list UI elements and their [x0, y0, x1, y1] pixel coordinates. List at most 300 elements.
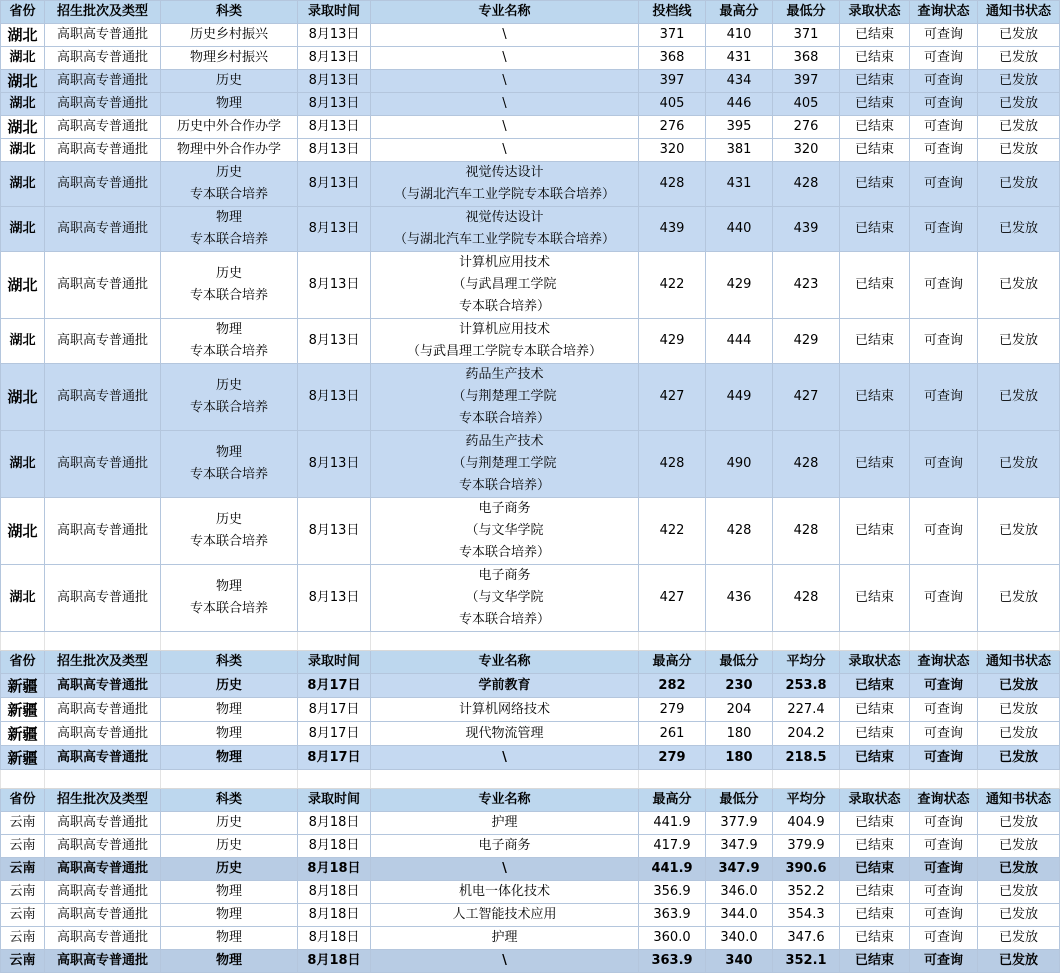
notice-status-cell: 已发放 — [978, 207, 1060, 252]
major-cell — [371, 565, 639, 632]
notice-status-cell: 已发放 — [978, 70, 1060, 93]
notice-status-cell: 已发放 — [978, 139, 1060, 162]
major-cell — [371, 207, 639, 252]
header-date: 录取时间 — [298, 1, 371, 24]
cell-line: 物理 — [215, 322, 242, 337]
major-cell — [371, 139, 639, 162]
date-cell: 8月13日 — [298, 24, 371, 47]
date-cell: 8月13日 — [298, 162, 371, 207]
province-cell: 新疆 — [1, 698, 45, 722]
batch-cell: 高职高专普通批 — [45, 47, 161, 70]
cell-line: 药品生产技术 — [465, 434, 544, 449]
subject-cell: 物理 — [161, 881, 298, 904]
score-2-cell: 440 — [706, 207, 773, 252]
province-cell: 云南 — [1, 950, 45, 973]
notice-status-cell: 已发放 — [978, 252, 1060, 319]
major-cell: 现代物流管理 — [371, 722, 639, 746]
table-row — [1, 93, 1060, 116]
major-cell — [371, 498, 639, 565]
score-1-cell: 363.9 — [639, 904, 706, 927]
notice-status-cell: 已发放 — [978, 24, 1060, 47]
score-1-cell: 428 — [639, 431, 706, 498]
table-row — [1, 364, 1060, 431]
table-row — [1, 116, 1060, 139]
table-row — [1, 139, 1060, 162]
header-subject: 科类 — [161, 789, 298, 812]
score-2-cell: 395 — [706, 116, 773, 139]
cell-line: （与文华学院 — [465, 590, 544, 605]
cell-line: \ — [502, 50, 507, 65]
subject-cell — [161, 565, 298, 632]
score-3-cell: 390.6 — [773, 858, 840, 881]
header-query-status: 查询状态 — [910, 651, 978, 674]
score-3-cell: 428 — [773, 162, 840, 207]
date-cell: 8月13日 — [298, 116, 371, 139]
table-row — [1, 950, 1060, 973]
major-cell: 电子商务 — [371, 835, 639, 858]
header-province: 省份 — [1, 789, 45, 812]
cell-line: 专本联合培养 — [189, 187, 268, 202]
batch-cell: 高职高专普通批 — [45, 139, 161, 162]
cell-line: （与湖北汽车工业学院专本联合培养） — [393, 187, 615, 202]
yunnan-header-row — [1, 789, 1060, 812]
date-cell: 8月13日 — [298, 93, 371, 116]
subject-cell: 物理 — [161, 722, 298, 746]
province-cell: 湖北 — [1, 162, 45, 207]
table-row — [1, 858, 1060, 881]
score-1-cell: 417.9 — [639, 835, 706, 858]
cell-line: 专本联合培养） — [458, 545, 550, 560]
table-row — [1, 722, 1060, 746]
table-row — [1, 904, 1060, 927]
admission-status-cell: 已结束 — [840, 858, 910, 881]
province-cell: 云南 — [1, 858, 45, 881]
cell-line: 计算机应用技术 — [458, 255, 550, 270]
subject-cell: 物理 — [161, 698, 298, 722]
date-cell: 8月13日 — [298, 565, 371, 632]
province-cell: 湖北 — [1, 93, 45, 116]
score-3-cell: 320 — [773, 139, 840, 162]
cell-line: 物理乡村振兴 — [189, 50, 268, 65]
date-cell: 8月18日 — [298, 881, 371, 904]
admission-status-cell: 已结束 — [840, 835, 910, 858]
date-cell: 8月18日 — [298, 927, 371, 950]
score-3-cell: 204.2 — [773, 722, 840, 746]
cell-line: 专本联合培养 — [189, 534, 268, 549]
score-2-cell: 347.9 — [706, 858, 773, 881]
date-cell: 8月18日 — [298, 858, 371, 881]
score-3-cell: 352.2 — [773, 881, 840, 904]
cell-line: 专本联合培养 — [189, 232, 268, 247]
province-cell: 湖北 — [1, 431, 45, 498]
major-cell — [371, 70, 639, 93]
admission-status-cell: 已结束 — [840, 431, 910, 498]
subject-cell — [161, 498, 298, 565]
query-status-cell: 可查询 — [910, 858, 978, 881]
score-3-cell: 404.9 — [773, 812, 840, 835]
date-cell: 8月13日 — [298, 498, 371, 565]
header-subject: 科类 — [161, 1, 298, 24]
batch-cell: 高职高专普通批 — [45, 858, 161, 881]
score-3-cell: 227.4 — [773, 698, 840, 722]
major-cell: \ — [371, 950, 639, 973]
score-2-cell: 431 — [706, 162, 773, 207]
cell-line: 专本联合培养 — [189, 601, 268, 616]
subject-cell — [161, 252, 298, 319]
query-status-cell: 可查询 — [910, 950, 978, 973]
batch-cell: 高职高专普通批 — [45, 746, 161, 770]
score-1-cell: 356.9 — [639, 881, 706, 904]
score-1-cell: 439 — [639, 207, 706, 252]
table-row — [1, 252, 1060, 319]
subject-cell — [161, 431, 298, 498]
province-cell: 新疆 — [1, 722, 45, 746]
province-cell: 云南 — [1, 812, 45, 835]
admission-status-cell: 已结束 — [840, 698, 910, 722]
score-3-cell: 423 — [773, 252, 840, 319]
notice-status-cell: 已发放 — [978, 93, 1060, 116]
xinjiang-header-row — [1, 651, 1060, 674]
date-cell: 8月17日 — [298, 746, 371, 770]
notice-status-cell: 已发放 — [978, 812, 1060, 835]
notice-status-cell: 已发放 — [978, 162, 1060, 207]
cell-line: \ — [502, 27, 507, 42]
score-3-cell: 405 — [773, 93, 840, 116]
spacer-row — [1, 632, 1060, 651]
table-row — [1, 498, 1060, 565]
notice-status-cell: 已发放 — [978, 746, 1060, 770]
score-2-cell: 444 — [706, 319, 773, 364]
major-cell — [371, 319, 639, 364]
query-status-cell: 可查询 — [910, 746, 978, 770]
header-score-3: 平均分 — [773, 789, 840, 812]
batch-cell: 高职高专普通批 — [45, 364, 161, 431]
table-row — [1, 565, 1060, 632]
table-row — [1, 812, 1060, 835]
cell-line: \ — [502, 142, 507, 157]
score-2-cell: 204 — [706, 698, 773, 722]
notice-status-cell: 已发放 — [978, 47, 1060, 70]
date-cell: 8月13日 — [298, 70, 371, 93]
cell-line: （与荆楚理工学院 — [452, 456, 557, 471]
score-1-cell: 422 — [639, 252, 706, 319]
score-2-cell: 344.0 — [706, 904, 773, 927]
major-cell: 护理 — [371, 927, 639, 950]
cell-line: 历史 — [215, 512, 242, 527]
score-1-cell: 320 — [639, 139, 706, 162]
notice-status-cell: 已发放 — [978, 835, 1060, 858]
cell-line: \ — [502, 96, 507, 111]
batch-cell: 高职高专普通批 — [45, 162, 161, 207]
admission-status-cell: 已结束 — [840, 139, 910, 162]
batch-cell: 高职高专普通批 — [45, 722, 161, 746]
score-2-cell: 346.0 — [706, 881, 773, 904]
batch-cell: 高职高专普通批 — [45, 881, 161, 904]
cell-line: 历史 — [215, 378, 242, 393]
query-status-cell: 可查询 — [910, 835, 978, 858]
score-1-cell: 279 — [639, 746, 706, 770]
cell-line: 专本联合培养 — [189, 288, 268, 303]
table-row — [1, 674, 1060, 698]
score-2-cell: 340.0 — [706, 927, 773, 950]
header-batch: 招生批次及类型 — [45, 789, 161, 812]
query-status-cell: 可查询 — [910, 722, 978, 746]
table-row — [1, 927, 1060, 950]
cell-line: 电子商务 — [478, 501, 531, 516]
cell-line: 药品生产技术 — [465, 367, 544, 382]
score-3-cell: 352.1 — [773, 950, 840, 973]
notice-status-cell: 已发放 — [978, 674, 1060, 698]
admission-status-cell: 已结束 — [840, 812, 910, 835]
score-3-cell: 218.5 — [773, 746, 840, 770]
date-cell: 8月18日 — [298, 835, 371, 858]
province-cell: 湖北 — [1, 47, 45, 70]
date-cell: 8月17日 — [298, 698, 371, 722]
query-status-cell: 可查询 — [910, 207, 978, 252]
score-2-cell: 431 — [706, 47, 773, 70]
major-cell: 计算机网络技术 — [371, 698, 639, 722]
cell-line: 视觉传达设计 — [465, 165, 544, 180]
header-notice-status: 通知书状态 — [978, 789, 1060, 812]
cell-line: 专本联合培养） — [458, 478, 550, 493]
province-cell: 湖北 — [1, 207, 45, 252]
admission-status-cell: 已结束 — [840, 70, 910, 93]
date-cell: 8月13日 — [298, 47, 371, 70]
table-row — [1, 431, 1060, 498]
header-score-2: 最高分 — [706, 1, 773, 24]
batch-cell: 高职高专普通批 — [45, 927, 161, 950]
cell-line: （与武昌理工学院 — [452, 277, 557, 292]
cell-line: 物理 — [215, 579, 242, 594]
cell-line: 物理中外合作办学 — [176, 142, 281, 157]
cell-line: 历史 — [215, 165, 242, 180]
subject-cell: 物理 — [161, 927, 298, 950]
major-cell — [371, 431, 639, 498]
major-cell — [371, 364, 639, 431]
major-cell — [371, 47, 639, 70]
score-1-cell: 422 — [639, 498, 706, 565]
query-status-cell: 可查询 — [910, 70, 978, 93]
batch-cell: 高职高专普通批 — [45, 207, 161, 252]
header-score-3: 最低分 — [773, 1, 840, 24]
subject-cell: 历史 — [161, 858, 298, 881]
query-status-cell: 可查询 — [910, 47, 978, 70]
score-3-cell: 276 — [773, 116, 840, 139]
batch-cell: 高职高专普通批 — [45, 116, 161, 139]
header-date: 录取时间 — [298, 651, 371, 674]
header-score-2: 最低分 — [706, 651, 773, 674]
notice-status-cell: 已发放 — [978, 364, 1060, 431]
header-score-3: 平均分 — [773, 651, 840, 674]
admission-status-cell: 已结束 — [840, 674, 910, 698]
score-3-cell: 371 — [773, 24, 840, 47]
header-query-status: 查询状态 — [910, 1, 978, 24]
major-cell: 护理 — [371, 812, 639, 835]
province-cell: 湖北 — [1, 139, 45, 162]
query-status-cell: 可查询 — [910, 24, 978, 47]
admission-status-cell: 已结束 — [840, 904, 910, 927]
batch-cell: 高职高专普通批 — [45, 698, 161, 722]
score-1-cell: 279 — [639, 698, 706, 722]
major-cell: 人工智能技术应用 — [371, 904, 639, 927]
header-score-1: 投档线 — [639, 1, 706, 24]
admission-status-cell: 已结束 — [840, 881, 910, 904]
score-2-cell: 410 — [706, 24, 773, 47]
header-admission-status: 录取状态 — [840, 651, 910, 674]
notice-status-cell: 已发放 — [978, 116, 1060, 139]
subject-cell: 历史 — [161, 674, 298, 698]
date-cell: 8月13日 — [298, 207, 371, 252]
major-cell — [371, 93, 639, 116]
cell-line: 历史 — [215, 73, 242, 88]
date-cell: 8月13日 — [298, 319, 371, 364]
batch-cell: 高职高专普通批 — [45, 812, 161, 835]
subject-cell — [161, 93, 298, 116]
header-major: 专业名称 — [371, 651, 639, 674]
cell-line: \ — [502, 73, 507, 88]
score-1-cell: 429 — [639, 319, 706, 364]
query-status-cell: 可查询 — [910, 812, 978, 835]
major-cell — [371, 116, 639, 139]
batch-cell: 高职高专普通批 — [45, 93, 161, 116]
score-1-cell: 405 — [639, 93, 706, 116]
score-1-cell: 360.0 — [639, 927, 706, 950]
province-cell: 湖北 — [1, 565, 45, 632]
score-3-cell: 427 — [773, 364, 840, 431]
cell-line: 物理 — [215, 96, 242, 111]
subject-cell: 物理 — [161, 746, 298, 770]
query-status-cell: 可查询 — [910, 162, 978, 207]
query-status-cell: 可查询 — [910, 116, 978, 139]
cell-line: （与湖北汽车工业学院专本联合培养） — [393, 232, 615, 247]
score-1-cell: 276 — [639, 116, 706, 139]
notice-status-cell: 已发放 — [978, 950, 1060, 973]
score-1-cell: 282 — [639, 674, 706, 698]
header-batch: 招生批次及类型 — [45, 1, 161, 24]
cell-line: 电子商务 — [478, 568, 531, 583]
batch-cell: 高职高专普通批 — [45, 24, 161, 47]
score-3-cell: 368 — [773, 47, 840, 70]
spacer-row — [1, 770, 1060, 789]
date-cell: 8月18日 — [298, 950, 371, 973]
header-date: 录取时间 — [298, 789, 371, 812]
cell-line: 计算机应用技术 — [458, 322, 550, 337]
notice-status-cell: 已发放 — [978, 904, 1060, 927]
batch-cell: 高职高专普通批 — [45, 565, 161, 632]
query-status-cell: 可查询 — [910, 927, 978, 950]
query-status-cell: 可查询 — [910, 93, 978, 116]
table-row — [1, 24, 1060, 47]
province-cell: 云南 — [1, 835, 45, 858]
header-province: 省份 — [1, 651, 45, 674]
cell-line: 历史 — [215, 266, 242, 281]
cell-line: 专本联合培养） — [458, 411, 550, 426]
cell-line: 专本联合培养 — [189, 467, 268, 482]
notice-status-cell: 已发放 — [978, 565, 1060, 632]
cell-line: \ — [502, 119, 507, 134]
score-1-cell: 441.9 — [639, 858, 706, 881]
query-status-cell: 可查询 — [910, 565, 978, 632]
query-status-cell: 可查询 — [910, 881, 978, 904]
major-cell — [371, 162, 639, 207]
header-admission-status: 录取状态 — [840, 1, 910, 24]
score-3-cell: 428 — [773, 565, 840, 632]
subject-cell — [161, 139, 298, 162]
score-1-cell: 371 — [639, 24, 706, 47]
province-cell: 新疆 — [1, 674, 45, 698]
score-2-cell: 347.9 — [706, 835, 773, 858]
province-cell: 云南 — [1, 881, 45, 904]
header-score-1: 最高分 — [639, 651, 706, 674]
cell-line: 物理 — [215, 445, 242, 460]
admission-status-cell: 已结束 — [840, 319, 910, 364]
header-query-status: 查询状态 — [910, 789, 978, 812]
admission-status-cell: 已结束 — [840, 722, 910, 746]
batch-cell: 高职高专普通批 — [45, 674, 161, 698]
major-cell — [371, 24, 639, 47]
query-status-cell: 可查询 — [910, 698, 978, 722]
table-row — [1, 835, 1060, 858]
score-1-cell: 427 — [639, 364, 706, 431]
date-cell: 8月13日 — [298, 139, 371, 162]
batch-cell: 高职高专普通批 — [45, 431, 161, 498]
header-notice-status: 通知书状态 — [978, 1, 1060, 24]
header-admission-status: 录取状态 — [840, 789, 910, 812]
major-cell: \ — [371, 858, 639, 881]
score-3-cell: 354.3 — [773, 904, 840, 927]
subject-cell: 历史 — [161, 835, 298, 858]
table-row — [1, 746, 1060, 770]
notice-status-cell: 已发放 — [978, 698, 1060, 722]
subject-cell — [161, 319, 298, 364]
cell-line: 专本联合培养 — [189, 400, 268, 415]
batch-cell: 高职高专普通批 — [45, 252, 161, 319]
batch-cell: 高职高专普通批 — [45, 498, 161, 565]
table-row — [1, 881, 1060, 904]
score-1-cell: 363.9 — [639, 950, 706, 973]
score-2-cell: 449 — [706, 364, 773, 431]
notice-status-cell: 已发放 — [978, 722, 1060, 746]
batch-cell: 高职高专普通批 — [45, 950, 161, 973]
admission-status-cell: 已结束 — [840, 950, 910, 973]
subject-cell: 物理 — [161, 950, 298, 973]
cell-line: 物理 — [215, 210, 242, 225]
major-cell: 机电一体化技术 — [371, 881, 639, 904]
table-row — [1, 319, 1060, 364]
subject-cell — [161, 24, 298, 47]
province-cell: 新疆 — [1, 746, 45, 770]
table-row — [1, 162, 1060, 207]
score-2-cell: 381 — [706, 139, 773, 162]
cell-line: 专本联合培养 — [189, 344, 268, 359]
table-row — [1, 47, 1060, 70]
header-score-1: 最高分 — [639, 789, 706, 812]
score-2-cell: 230 — [706, 674, 773, 698]
score-2-cell: 340 — [706, 950, 773, 973]
subject-cell — [161, 364, 298, 431]
date-cell: 8月17日 — [298, 674, 371, 698]
score-2-cell: 434 — [706, 70, 773, 93]
cell-line: 专本联合培养） — [458, 299, 550, 314]
admission-status-cell: 已结束 — [840, 24, 910, 47]
date-cell: 8月18日 — [298, 812, 371, 835]
score-1-cell: 441.9 — [639, 812, 706, 835]
admission-status-cell: 已结束 — [840, 364, 910, 431]
province-cell: 湖北 — [1, 70, 45, 93]
province-cell: 湖北 — [1, 498, 45, 565]
notice-status-cell: 已发放 — [978, 431, 1060, 498]
header-score-2: 最低分 — [706, 789, 773, 812]
